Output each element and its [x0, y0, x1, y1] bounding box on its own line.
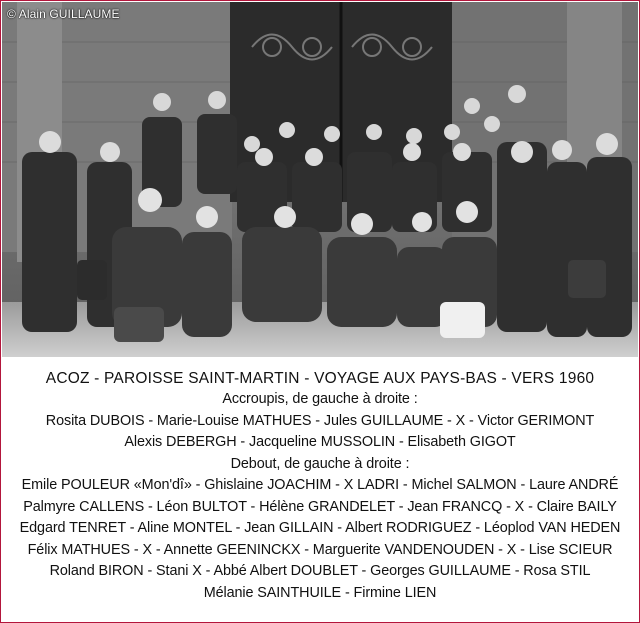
standing-line: Mélanie SAINTHUILE - Firmine LIEN	[203, 584, 437, 601]
caption-title: ACOZ - PAROISSE SAINT-MARTIN - VOYAGE AUX PAYS-BAS - VERS 1960	[45, 370, 595, 387]
standing-line: Roland BIRON - Stani X - Abbé Albert DOUBLET - Georges GUILLAUME - Rosa STIL	[49, 563, 591, 579]
standing-line: Edgard TENRET - Aline MONTEL - Jean GILLAIN - Albert RODRIGUEZ - Léoplod VAN HEDEN	[19, 520, 621, 536]
standing-header: Debout, de gauche à droite :	[230, 455, 410, 472]
crouching-line: Rosita DUBOIS - Marie-Louise MATHUES - Jules GUILLAUME - X - Victor GERIMONT	[45, 412, 595, 429]
photo-credit: © Alain GUILLAUME	[7, 7, 120, 21]
group-photo	[2, 2, 638, 357]
standing-line: Palmyre CALLENS - Léon BULTOT - Hélène GRANDELET - Jean FRANCQ - X - Claire BAILY	[23, 498, 617, 515]
crouching-line: Alexis DEBERGH - Jacqueline MUSSOLIN - Elisabeth GIGOT	[124, 434, 516, 450]
crouching-header: Accroupis, de gauche à droite :	[222, 391, 418, 407]
standing-line: Emile POULEUR «Mon'dî» - Ghislaine JOACHIM - X LADRI - Michel SALMON - Laure ANDRÉ	[21, 477, 619, 493]
caption	[1, 368, 639, 604]
standing-line: Félix MATHUES - X - Annette GEENINCKX - Marguerite VANDENOUDEN - X - Lise SCIEUR	[27, 541, 613, 558]
photo-illustration	[2, 2, 638, 357]
